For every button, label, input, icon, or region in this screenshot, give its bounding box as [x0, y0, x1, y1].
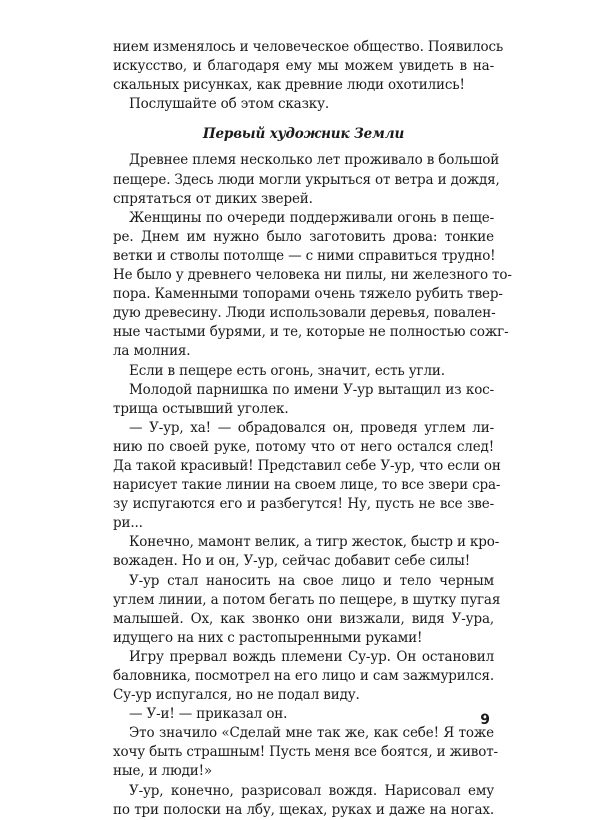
paragraph — [113, 782, 494, 820]
paragraph — [113, 705, 494, 724]
page-number: 9 — [480, 712, 490, 728]
text-line: скальных рисунках, как древние люди охотились! — [113, 77, 465, 94]
story-title: Первый художник Земли — [202, 126, 405, 143]
intro-paragraph — [113, 38, 504, 95]
paragraph — [113, 572, 501, 648]
page-text-column — [113, 38, 512, 820]
text-line: по три полоски на лбу, щеках, руках и даже на ногах. — [113, 801, 494, 818]
text-line: Су-ур испугался, но не подал виду. — [113, 687, 360, 704]
text-line: нием изменялось и человеческое общество. Появилось — [113, 39, 504, 55]
text-line: Женщины по очереди поддерживали огонь в пеще- — [129, 209, 494, 226]
text-line: нию по своей руке, потому что от него остался след! — [113, 438, 494, 455]
paragraph — [113, 648, 494, 705]
text-line: Молодой парнишка по имени У-ур вытащил из кос- — [129, 381, 494, 398]
text-line: идущего на них с растопыренными руками! — [113, 629, 423, 646]
text-line: ри... — [113, 515, 143, 532]
paragraph — [113, 151, 500, 208]
text-line: Послушайте об этом сказку. — [129, 96, 330, 113]
text-line: пора. Каменными топорами очень тяжело рубить твер- — [113, 286, 503, 303]
text-line: Не было у древнего человека ни пилы, ни железного то- — [113, 267, 512, 284]
text-line: Игру прервал вождь племени Су-ур. Он остановил — [129, 648, 494, 665]
text-line: баловника, посмотрел на его лицо и сам зажмурился. — [113, 668, 494, 684]
text-line: Древнее племя несколько лет проживало в большой — [129, 152, 500, 169]
text-line: малышей. Ох, как звонко они визжали, видя У-ура, — [113, 610, 494, 627]
text-line: дую древесину. Люди использовали деревья, повален- — [113, 305, 496, 322]
paragraph — [113, 362, 494, 381]
text-line: — У-и! — приказал он. — [129, 706, 288, 723]
text-line: Да такой красивый! Представил себе У-ур, что если он — [113, 457, 501, 474]
text-line: углем линии, а потом бегать по пещере, в шутку пугая — [113, 591, 501, 608]
text-line: Это значило «Сделай мне так же, как себе! Я тоже — [129, 725, 494, 742]
lead-paragraph — [113, 95, 494, 114]
paragraph — [113, 724, 498, 781]
paragraph — [113, 533, 500, 571]
text-line: У-ур стал наносить на свое лицо и тело черным — [129, 572, 494, 589]
text-line: ла молния. — [113, 343, 191, 360]
text-line: Если в пещере есть огонь, значит, есть угли. — [129, 362, 445, 379]
text-line: нарисует такие линии на своем лице, то все звери сра- — [113, 477, 501, 494]
text-line: вожаден. Но и он, У-ур, сейчас добавит себе силы! — [113, 553, 471, 570]
text-line: Конечно, мамонт велик, а тигр жесток, быстр и кро- — [129, 534, 500, 551]
paragraph — [113, 209, 512, 362]
text-line: У-ур, конечно, разрисовал вождя. Нарисовал ему — [129, 782, 494, 799]
text-line: ные частыми бурями, и те, которые не полностью сожг- — [113, 324, 509, 341]
text-line: — У-ур, ха! — обрадовался он, проведя углем ли- — [129, 419, 494, 436]
text-line: спрятаться от диких зверей. — [113, 190, 313, 207]
text-line: ные, и люди!» — [113, 763, 212, 780]
text-line: ветки и стволы потолще — с ними справиться трудно! — [113, 247, 496, 264]
text-line: ре. Днем им нужно было заготовить дрова: тонкие — [113, 228, 494, 245]
text-line: пещере. Здесь люди могли укрыться от ветра и дождя, — [113, 171, 500, 188]
text-line: хочу быть страшным! Пусть меня все боятся, и живот- — [113, 744, 498, 761]
text-line: зу испугаются его и разбегутся! Ну, пусть не все зве- — [113, 496, 494, 513]
paragraph — [113, 381, 494, 419]
text-line: трища остывший уголек. — [113, 400, 289, 417]
text-line: искусство, и благодаря ему мы можем увидеть в на- — [113, 58, 494, 75]
paragraph — [113, 419, 501, 534]
